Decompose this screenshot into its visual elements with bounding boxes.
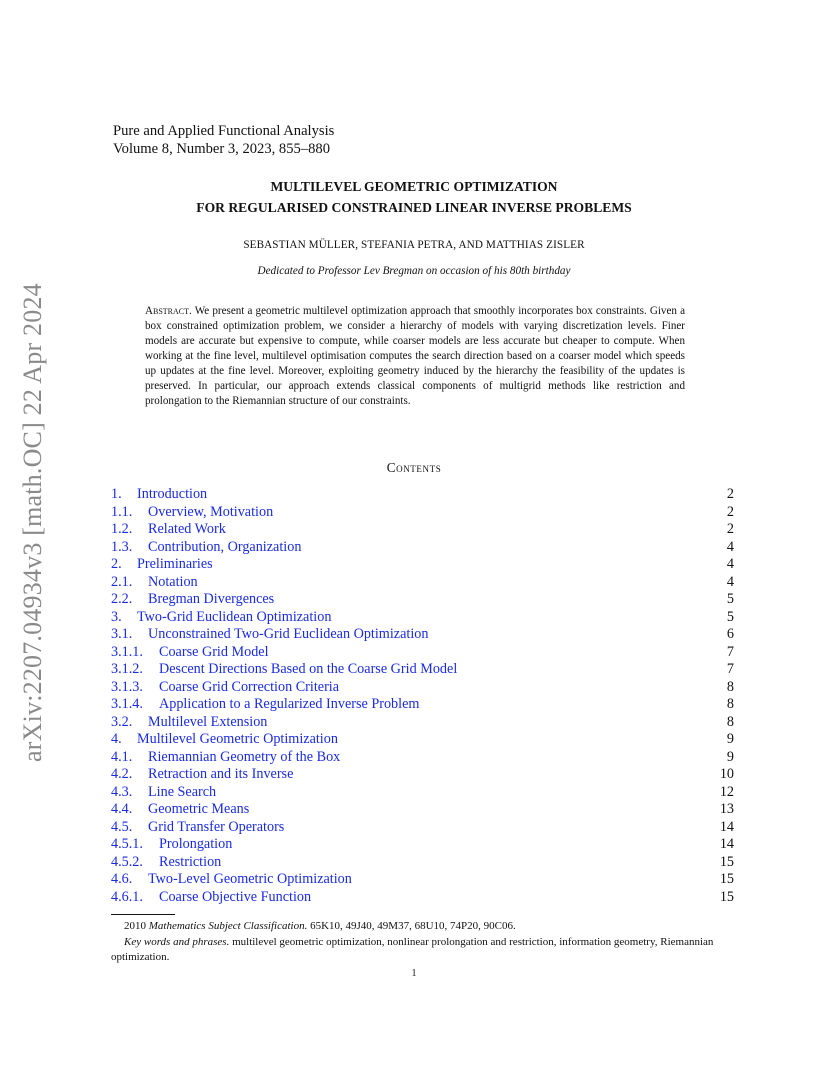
toc-title: Bregman Divergences <box>148 591 275 607</box>
toc-page-number: 4 <box>726 573 734 590</box>
toc-title: Two-Grid Euclidean Optimization <box>137 608 332 625</box>
toc-title: Contribution, Organization <box>148 538 302 555</box>
msc-label: Mathematics Subject Classification. <box>148 920 308 932</box>
toc-number: 2.1. <box>111 573 133 590</box>
toc-number: 4.5.1. <box>111 836 143 852</box>
toc-entry[interactable] <box>111 836 734 854</box>
toc-title: Related Work <box>148 521 226 537</box>
toc-number: 4. <box>111 731 122 747</box>
toc-entry[interactable] <box>111 679 734 697</box>
toc-title: Grid Transfer Operators <box>148 818 285 835</box>
toc-page-number: 15 <box>719 853 734 870</box>
toc-entry[interactable] <box>111 539 734 557</box>
toc-entry[interactable] <box>111 504 734 522</box>
toc-title: Restriction <box>159 853 222 870</box>
toc-number: 4.5. <box>111 818 133 835</box>
table-of-contents <box>111 486 734 906</box>
toc-page-number: 15 <box>719 871 734 887</box>
toc-entry[interactable] <box>111 661 734 679</box>
title-line-2: FOR REGULARISED CONSTRAINED LINEAR INVERSE PROBLEMS <box>196 199 632 215</box>
toc-page-number: 8 <box>726 696 734 712</box>
toc-link[interactable] <box>111 696 419 712</box>
toc-link[interactable] <box>111 836 232 852</box>
toc-number: 3.1. <box>111 626 133 642</box>
toc-entry[interactable] <box>111 591 734 609</box>
toc-title: Introduction <box>137 486 208 502</box>
journal-name: Pure and Applied Functional Analysis <box>113 123 335 139</box>
toc-entry[interactable] <box>111 644 734 662</box>
toc-entry[interactable] <box>111 626 734 644</box>
toc-page-number: 14 <box>719 836 734 852</box>
toc-link[interactable] <box>111 801 249 817</box>
toc-title: Line Search <box>148 783 217 800</box>
toc-entry[interactable] <box>111 749 734 767</box>
toc-title: Notation <box>148 573 198 590</box>
toc-title: Coarse Grid Model <box>159 643 269 660</box>
toc-title: Preliminaries <box>137 556 213 572</box>
toc-page-number: 2 <box>726 486 734 502</box>
toc-link[interactable] <box>111 819 284 835</box>
toc-link[interactable] <box>111 679 339 695</box>
toc-link[interactable] <box>111 539 301 555</box>
msc-year: 2010 <box>124 920 146 932</box>
toc-page-number: 15 <box>719 888 734 905</box>
abstract-body: We present a geometric multilevel optimization approach that smoothly incorporates box constraints. Given a box constrained optimization problem, we consider a hierarchy of models with varying discretization levels. Finer models are accurate but expensive to compute, while coarser models are less accurate but cheaper to compute. When working at the fine level, multilevel optimisation computes the search direction based on a coarser model which speeds up updates at the fine level. Moreover, exploiting geometry induced by the hierarchy the feasibility of the updates is preserved. In particular, our approach extends classical components of multigrid methods like restriction and prolongation to the Riemannian structure of our constraints. <box>145 305 685 407</box>
toc-number: 3.1.4. <box>111 696 143 712</box>
toc-title: Geometric Means <box>148 801 250 817</box>
keywords: multilevel geometric optimization, nonlinear prolongation and restriction, information geometry, Riemannian optimization. <box>111 935 714 963</box>
toc-number: 1.3. <box>111 538 133 555</box>
toc-page-number: 5 <box>726 591 734 607</box>
keywords-footnote <box>111 935 734 966</box>
toc-link[interactable] <box>111 714 267 730</box>
toc-page-number: 13 <box>719 801 734 817</box>
keywords-label: Key words and phrases. <box>124 935 230 948</box>
toc-title: Overview, Motivation <box>148 503 274 520</box>
toc-link[interactable] <box>111 871 352 887</box>
footnote-rule <box>111 914 175 915</box>
toc-link[interactable] <box>111 486 207 502</box>
msc-codes: 65K10, 49J40, 49M37, 68U10, 74P20, 90C06. <box>310 920 516 932</box>
toc-number: 1. <box>111 486 122 502</box>
toc-entry[interactable] <box>111 521 734 539</box>
toc-number: 2. <box>111 556 122 572</box>
toc-link[interactable] <box>111 626 428 642</box>
toc-link[interactable] <box>111 889 311 905</box>
toc-page-number: 8 <box>726 678 734 695</box>
toc-number: 3. <box>111 608 122 625</box>
toc-page-number: 5 <box>726 608 734 625</box>
toc-page-number: 2 <box>726 503 734 520</box>
journal-info <box>113 123 334 158</box>
toc-page-number: 4 <box>726 556 734 572</box>
title-line-1: MULTILEVEL GEOMETRIC OPTIMIZATION <box>270 179 558 194</box>
toc-link[interactable] <box>111 749 340 765</box>
toc-title: Application to a Regularized Inverse Problem <box>159 696 420 712</box>
toc-link[interactable] <box>111 504 273 520</box>
toc-number: 3.1.1. <box>111 643 143 660</box>
toc-entry[interactable] <box>111 784 734 802</box>
toc-number: 4.1. <box>111 748 133 765</box>
toc-entry[interactable] <box>111 731 734 749</box>
toc-page-number: 12 <box>719 783 734 800</box>
toc-page-number: 6 <box>726 626 734 642</box>
toc-link[interactable] <box>111 574 198 590</box>
page-number: 1 <box>411 968 417 979</box>
toc-number: 3.1.2. <box>111 661 143 677</box>
toc-page-number: 9 <box>726 731 734 747</box>
toc-title: Descent Directions Based on the Coarse Grid Model <box>159 661 458 677</box>
toc-page-number: 9 <box>726 748 734 765</box>
toc-number: 2.2. <box>111 591 133 607</box>
toc-link[interactable] <box>111 661 457 677</box>
toc-title: Coarse Objective Function <box>159 888 312 905</box>
toc-number: 4.6.1. <box>111 888 143 905</box>
toc-entry[interactable] <box>111 696 734 714</box>
toc-number: 3.2. <box>111 713 133 730</box>
toc-link[interactable] <box>111 591 274 607</box>
toc-entry[interactable] <box>111 871 734 889</box>
toc-title: Multilevel Geometric Optimization <box>137 731 338 747</box>
toc-title: Coarse Grid Correction Criteria <box>159 678 340 695</box>
toc-title: Prolongation <box>159 836 233 852</box>
toc-page-number: 7 <box>726 661 734 677</box>
toc-entry[interactable] <box>111 854 734 872</box>
toc-link[interactable] <box>111 521 226 537</box>
toc-link[interactable] <box>111 854 221 870</box>
authors: SEBASTIAN MÜLLER, STEFANIA PETRA, AND MATTHIAS ZISLER <box>243 239 585 251</box>
toc-page-number: 7 <box>726 643 734 660</box>
toc-number: 4.5.2. <box>111 853 143 870</box>
toc-page-number: 4 <box>726 538 734 555</box>
toc-page-number: 2 <box>726 521 734 537</box>
toc-entry[interactable] <box>111 766 734 784</box>
toc-entry[interactable] <box>111 889 734 907</box>
toc-number: 3.1.3. <box>111 678 143 695</box>
toc-page-number: 8 <box>726 713 734 730</box>
toc-entry[interactable] <box>111 486 734 504</box>
toc-link[interactable] <box>111 644 269 660</box>
toc-entry[interactable] <box>111 556 734 574</box>
toc-link[interactable] <box>111 766 293 782</box>
toc-entry[interactable] <box>111 574 734 592</box>
toc-number: 4.3. <box>111 783 133 800</box>
toc-page-number: 10 <box>719 766 734 782</box>
toc-entry[interactable] <box>111 714 734 732</box>
footnotes <box>111 919 734 966</box>
toc-link[interactable] <box>111 784 216 800</box>
toc-title: Riemannian Geometry of the Box <box>148 748 341 765</box>
toc-number: 4.4. <box>111 801 133 817</box>
toc-title: Multilevel Extension <box>148 713 268 730</box>
toc-page-number: 14 <box>719 818 734 835</box>
journal-volume: Volume 8, Number 3, 2023, 855–880 <box>113 140 331 157</box>
abstract <box>145 304 685 409</box>
toc-number: 4.2. <box>111 766 133 782</box>
toc-entry[interactable] <box>111 801 734 819</box>
toc-title: Retraction and its Inverse <box>148 766 294 782</box>
abstract-heading: Abstract. <box>145 305 192 317</box>
toc-entry[interactable] <box>111 609 734 627</box>
toc-link[interactable] <box>111 609 331 625</box>
toc-entry[interactable] <box>111 819 734 837</box>
toc-title: Unconstrained Two-Grid Euclidean Optimization <box>148 626 429 642</box>
toc-title: Two-Level Geometric Optimization <box>148 871 352 887</box>
contents-heading: Contents <box>386 460 442 475</box>
toc-number: 1.2. <box>111 521 133 537</box>
dedication: Dedicated to Professor Lev Bregman on occasion of his 80th birthday <box>257 265 571 277</box>
paper-title <box>0 177 828 218</box>
toc-link[interactable] <box>111 731 338 747</box>
msc-footnote <box>111 919 734 935</box>
arxiv-stamp: arXiv:2207.04934v3 [math.OC] 22 Apr 2024 <box>18 283 47 762</box>
toc-number: 1.1. <box>111 503 133 520</box>
toc-number: 4.6. <box>111 871 133 887</box>
toc-link[interactable] <box>111 556 213 572</box>
